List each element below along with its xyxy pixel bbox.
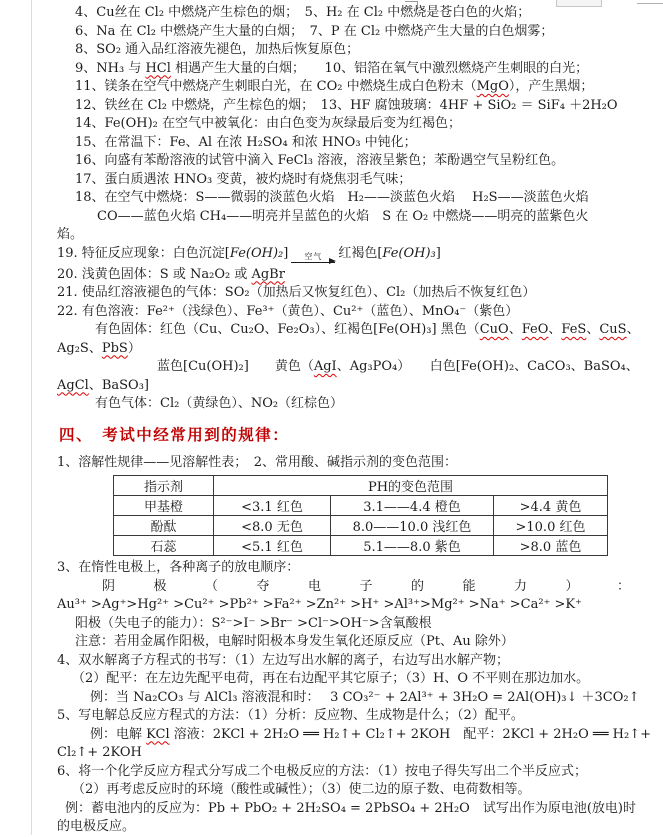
rule-5-example-cont: Cl₂↑+ 2KOH [57,745,142,760]
doc-line-item-15: 15、在常温下：Fe、Al 在浓 H₂SO₄ 和浓 HNO₃ 中钝化； [75,134,417,150]
doc-line-items-4-5: 4、Cu丝在 Cl₂ 中燃烧产生棕色的烟； 5、H₂ 在 Cl₂ 中燃烧是苍白色的火焰； [75,5,531,20]
text-segment: 有色固体：红色（Cu、Cu₂O、Fe₂O₃）、红褐色[Fe(OH)₃] 黑色（ [95,322,480,337]
rule-3-line: 3、在惰性电极上，各种离子的放电顺序： [57,560,300,575]
doc-line-item-14: 14、Fe(OH)₂ 在空气中被氧化：由白色变为灰绿最后变为红褐色； [75,116,462,131]
doc-line-items-6-7: 6、Na 在 Cl₂ 中燃烧产生大量的白烟； 7、P 在 Cl₂ 中燃烧产生大量的白色烟雾； [75,23,554,39]
text-segment: ），产生黑烟； [508,79,594,94]
rule-1-2-line: 1、溶解性规律——见溶解性表； 2、常用酸、碱指示剂的变色范围： [57,454,458,470]
cell-indicator-name: 甲基橙 [114,496,214,516]
math-formula: Fe(OH)₂ [229,245,284,261]
text-segment: 、BaSO₃] [88,377,149,393]
text-segment: 例：电解 [90,726,147,742]
spellcheck-underlined-text: AgCl [57,377,89,393]
doc-line-items-12-13: 12、铁丝在 Cl₂ 中燃烧，产生棕色的烟； 13、HF 腐蚀玻璃：4HF + SiO₂ ＝ SiF₄ ＋2H₂O [75,97,618,113]
spellcheck-underlined-text: AgI [313,359,337,374]
doc-line-solids-cont [57,340,657,359]
spellcheck-underlined-text: KCl [146,726,170,742]
text-segment: ] [435,245,441,261]
cell-indicator-name: 石蕊 [114,536,214,556]
doc-line-item-17: 17、蛋白质遇浓 HNO₃ 变黄，被灼烧时有烧焦羽毛气味； [75,171,412,187]
text-segment: 20. 浅黄色固体：S 或 Na₂O₂ 或 [57,266,252,282]
doc-line-item-8: 8、SO₂ 通入品红溶液先褪色，加热后恢复原色； [75,42,360,57]
text-segment: 溶液：2KCl + 2H₂O ══ H₂↑+ Cl₂↑+ 2KOH 配平：2KCl + 2H₂O ══ H₂↑+ [169,726,651,742]
arrow-condition-label: 空气 [304,251,323,261]
document-body [57,4,657,837]
text-segment: 、Ag₃PO₄） 白色[Fe(OH)₂、CaCO₃、BaSO₄、 [336,359,639,374]
doc-line-item-18: 18、在空气中燃烧：S——微弱的淡蓝色火焰 H₂——淡蓝色火焰 H₂S——淡蓝色火焰 [75,190,589,205]
cell-range-low: <3.1 红色 [214,496,331,516]
doc-line-item-11 [57,78,657,97]
rule-6-example-cont: 的电极反应。 [57,819,136,834]
rule-5-example [57,726,657,745]
doc-line-item-19 [57,245,657,266]
text-segment: 、 [508,322,522,337]
spellcheck-underlined-text: FeS [561,322,587,337]
rule-6-example: 例：蓄电池内的反应为：Pb + PbO₂ + 2H₂SO₄ = 2PbSO₄ + 2H₂O 试写出作为原电池(放电)时 [65,800,636,816]
math-formula: Fe(OH)₃ [382,245,436,261]
rule-4-example: 例：当 Na₂CO₃ 与 AlCl₃ 溶液混和时： 3 CO₃²⁻ + 2Al³⁺ + 3H₂O = 2Al(OH)₃↓ ＋3CO₂↑ [90,689,640,705]
cathode-ion-sequence: Au³⁺ >Ag⁺>Hg²⁺ >Cu²⁺ >Pb²⁺ >Fa²⁺ >Zn²⁺ >H⁺ >Al³⁺>Mg²⁺ >Na⁺ >Ca²⁺ >K⁺ [57,597,583,612]
spellcheck-underlined-text: AgBr [251,266,285,282]
text-segment: 相遇产生大量的白烟； 10、铝箔在氧气中激烈燃烧产生刺眼的白光； [170,60,589,76]
doc-line-item-18-cont: CO——蓝色火焰 CH₄——明亮并呈蓝色的火焰 S 在 O₂ 中燃烧——明亮的蓝紫色火 [97,208,589,224]
doc-line-item-16: 16、向盛有苯酚溶液的试管中滴入 FeCl₃ 溶液，溶液呈紫色；苯酚遇空气呈粉红色。 [75,153,565,168]
doc-line-colored-solids [57,321,657,340]
text-segment: Ag₂S、 [57,340,102,356]
arrow-shaft [291,262,335,263]
cell-range-high: >8.0 蓝色 [494,536,608,556]
section-heading: 四、 考试中经常用到的规律： [59,425,290,444]
spellcheck-underlined-text: PbS [101,340,128,356]
doc-line-white-cont [57,377,657,396]
spellcheck-underlined-text: CuO [479,322,509,337]
header-indicator: 指示剂 [114,476,214,496]
spellcheck-underlined-text: CuS [599,322,627,337]
cell-range-high: >4.4 黄色 [494,496,608,516]
page-left-boundary-line [31,0,32,835]
doc-line-colored-gases: 有色气体：Cl₂（黄绿色）、NO₂（红棕色） [95,396,344,411]
text-segment: 、 [626,322,640,337]
text-segment: 、 [586,322,600,337]
text-segment: 红褐色[ [338,245,383,261]
cell-range-mid: 3.1——4.4 橙色 [331,496,494,516]
rule-6-cont: （2）再考虑反应时的环境（酸性或碱性）；（3）使二边的原子数、电荷数相等。 [72,782,531,797]
spellcheck-underlined-text: FeO [521,322,549,337]
cell-range-high: >10.0 红色 [494,516,608,536]
text-segment: ） [127,340,141,356]
cell-range-low: <5.1 红色 [214,536,331,556]
ph-indicator-table [113,475,608,556]
cell-range-mid: 8.0——10.0 浅红色 [331,516,494,536]
text-segment: ] [283,245,289,261]
text-segment: 11、镁条在空气中燃烧产生刺眼白光，在 CO₂ 中燃烧生成白色粉末（ [75,79,477,94]
doc-line-item-18-end: 焰。 [57,227,84,242]
text-segment: 19. 特征反应现象：白色沉淀[ [57,245,230,261]
rule-4-cont: （2）配平：在左边先配平电荷，再在右边配平其它原子；（3）H、O 不平则在那边加水。 [72,671,590,686]
table-row [114,516,608,536]
table-header-row [114,476,608,496]
text-segment: 9、NH₃ 与 [75,60,146,76]
cathode-justified-line: 阴 极 （ 夺 电 子 的 能 力 ） ： [102,578,630,594]
doc-line-item-22: 22. 有色溶液：Fe²⁺（浅绿色）、Fe³⁺（黄色）、Cu²⁺（蓝色）、MnO₄⁻（紫色） [57,303,519,319]
rule-5-line: 5、写电解总反应方程式的方法：（1）分析：反应物、生成物是什么；（2）配平。 [57,708,524,723]
doc-line-item-20 [57,266,657,285]
anode-ion-sequence: 阳极（失电子的能力）：S²⁻>I⁻ >Br⁻ >Cl⁻>OH⁻>含氧酸根 [75,615,432,631]
text-segment: 蓝色[Cu(OH)₂] 黄色（ [157,359,314,374]
doc-line-blue-yellow-white [57,358,657,377]
rule-4-line: 4、双水解离子方程式的书写：（1）左边写出水解的离子，右边写出水解产物； [57,652,510,668]
reaction-arrow-icon [291,253,335,266]
table-row [114,536,608,556]
cell-indicator-name: 酚酞 [114,516,214,536]
spellcheck-underlined-text: HCl [145,60,171,76]
cell-range-low: <8.0 无色 [214,516,331,536]
doc-line-items-9-10 [57,60,657,79]
rule-6-line: 6、将一个化学反应方程式分写成二个电极反应的方法：（1）按电子得失写出二个半反应式； [57,763,588,779]
doc-line-item-21: 21. 使品红溶液褪色的气体：SO₂（加热后又恢复红色）、Cl₂（加热后不恢复红色） [57,285,536,300]
header-ph-range: PH的变色范围 [214,476,608,496]
cell-range-mid: 5.1——8.0 紫色 [331,536,494,556]
note-line: 注意：若用金属作阳极，电解时阳极本身发生氧化还原反应（Pt、Au 除外） [75,634,514,649]
text-segment: 、 [548,322,562,337]
table-row [114,496,608,516]
spellcheck-underlined-text: MgO [476,79,509,94]
